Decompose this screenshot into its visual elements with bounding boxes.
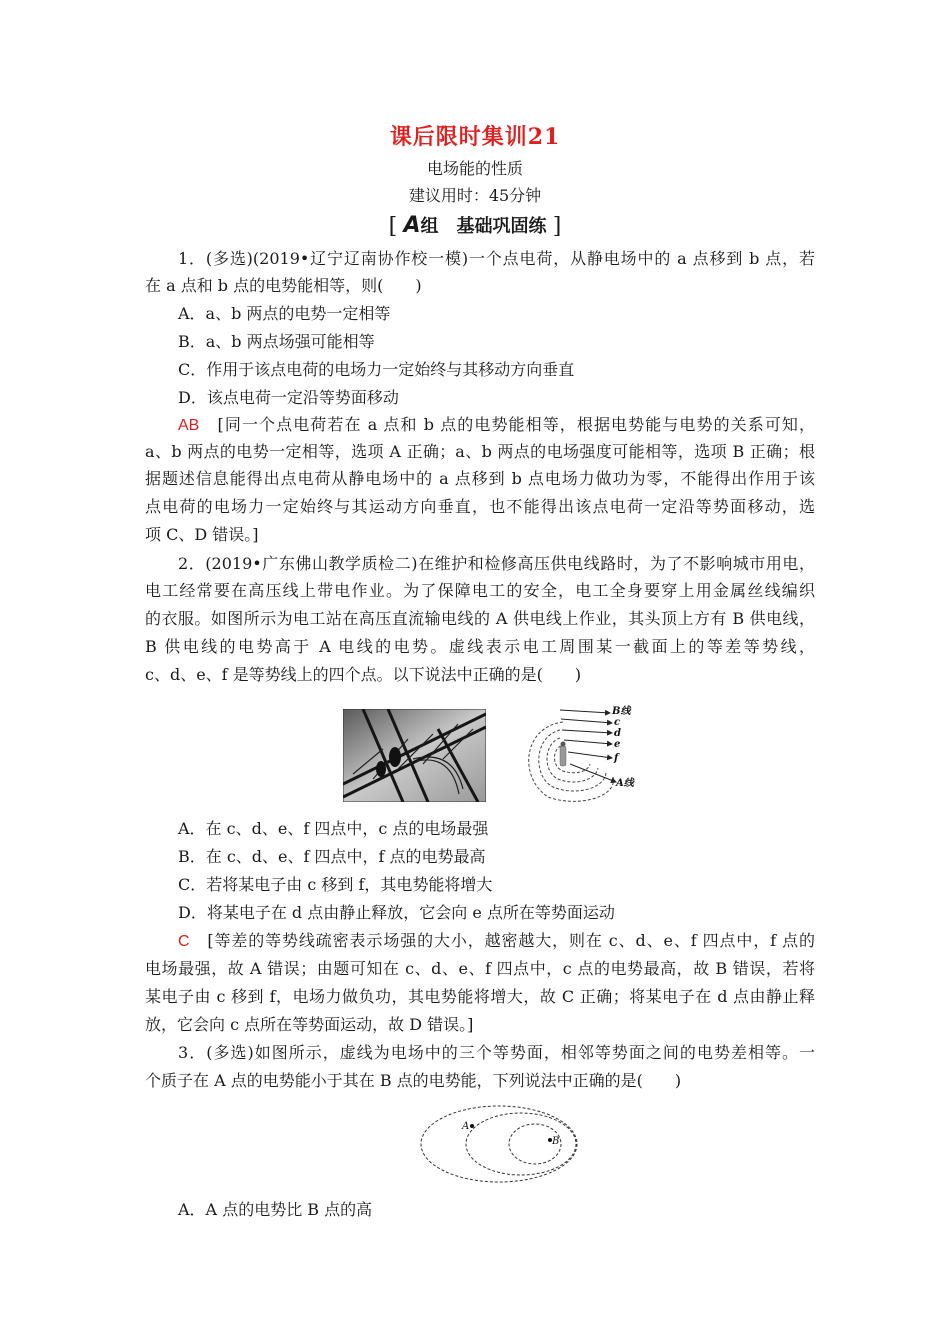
group-heading [0,212,950,239]
label-a-line: A线 [616,778,634,789]
page-subtitle: 电场能的性质 [426,159,523,178]
group-letter: A [403,213,421,238]
q2-explanation-line-2: 电场最强，故 A 错误；由题可知在 c、d、e、f 四点中，c 点的电势最高，故 B 错误，若将 [145,959,815,978]
q1-option-c: C．作用于该点电荷的电场力一定始终与其移动方向垂直 [178,360,575,379]
q2-option-c: C．若将某电子由 c 移到 f，其电势能将增大 [178,875,493,894]
page-title: 课后限时集训21 [389,124,561,150]
q1-option-a: A．a、b 两点的电势一定相等 [178,304,391,323]
q2-option-d: D．将某电子在 d 点由静止释放，它会向 e 点所在等势面运动 [178,903,615,922]
group-bracket-close: ] [552,214,562,239]
label-d: d [614,728,621,739]
q1-option-d: D．该点电荷一定沿等势面移动 [178,388,399,407]
q2-explanation-line-3: 某电子由 c 移到 f，电场力做负功，其电势能将增大，故 C 正确；将某电子在 d 点由静止释 [145,987,815,1006]
q2-answer: C [178,933,190,950]
label-point-a: A [462,1121,470,1132]
q1-option-b: B．a、b 两点场强可能相等 [178,332,375,351]
q1-stem-line-1: 1．(多选)(2019•辽宁辽南协作校一模)一个点电荷，从静电场中的 a 点移到 b 点，若 [178,249,815,268]
q2-stem-line-3: 的衣服。如图所示为电工站在高压直流输电线的 A 供电线上作业，其头顶上方有 B 供电线， [145,609,815,628]
q2-stem-line-5: c、d、e、f 是等势线上的四个点。以下说法中正确的是( ) [145,665,582,684]
label-c: c [614,717,621,728]
q1-explanation-line-2: a、b 两点的电势一定相等，选项 A 正确；a、b 两点的电场强度可能相等，选项 B 正确；根 [145,442,815,461]
q2-explanation-line-4: 放，它会向 c 点所在等势面运动，故 D 错误。] [145,1015,474,1034]
q1-stem-line-2: 在 a 点和 b 点的电势能相等，则( ) [145,276,422,295]
q3-stem-line-1: 3．(多选)如图所示，虚线为电场中的三个等势面，相邻等势面之间的电势差相等。一 [178,1043,815,1062]
group-title: 组 基础巩固练 [420,216,547,237]
label-b-line: B线 [612,706,631,717]
q1-answer: AB [178,417,200,434]
q2-option-a: A．在 c、d、e、f 四点中，c 点的电场最强 [178,819,489,838]
suggested-time: 建议用时：45分钟 [408,186,542,205]
q1-explanation-text: [同一个点电荷若在 a 点和 b 点的电势能相等，根据电势能与电势的关系可知， [217,415,815,434]
q2-stem-line-2: 电工经常要在高压线上带电作业。为了保障电工的安全，电工全身要穿上用金属丝线编织 [145,581,815,600]
q2-stem-line-4: B 供电线的电势高于 A 电线的电势。虚线表示电工周围某一截面上的等差等势线， [145,637,815,656]
label-f: f [614,753,619,764]
q3-option-a: A．A 点的电势比 B 点的高 [178,1200,373,1219]
q1-explanation-line-1 [178,411,815,439]
q2-explanation-text: [等差的等势线疏密表示场强的大小，越密越大，则在 c、d、e、f 四点中，f 点的 [207,931,815,950]
power-line-photo [343,709,486,802]
equipotential-surfaces-diagram [418,1102,580,1188]
q2-option-b: B．在 c、d、e、f 四点中，f 点的电势最高 [178,847,486,866]
q1-explanation-line-4: 点电荷的电场力一定始终与其运动方向垂直，也不能得出该点电荷一定沿等势面移动，选 [145,497,815,516]
label-e: e [614,739,621,750]
q2-explanation-line-1 [178,927,815,955]
q3-stem-line-2: 个质子在 A 点的电势能小于其在 B 点的电势能，下列说法中正确的是( ) [145,1071,682,1090]
equipotential-diagram [508,702,648,808]
q1-explanation-line-5: 项 C、D 错误。] [145,525,259,544]
label-point-b: B [552,1136,560,1147]
q1-explanation-line-3: 据题述信息能得出点电荷从静电场中的 a 点移到 b 点电场力做功为零，不能得出作用于该 [145,469,815,488]
q2-stem-line-1: 2．(2019•广东佛山教学质检二)在维护和检修高压供电线路时，为了不影响城市用电， [178,554,815,573]
group-bracket-open: [ [388,214,398,239]
